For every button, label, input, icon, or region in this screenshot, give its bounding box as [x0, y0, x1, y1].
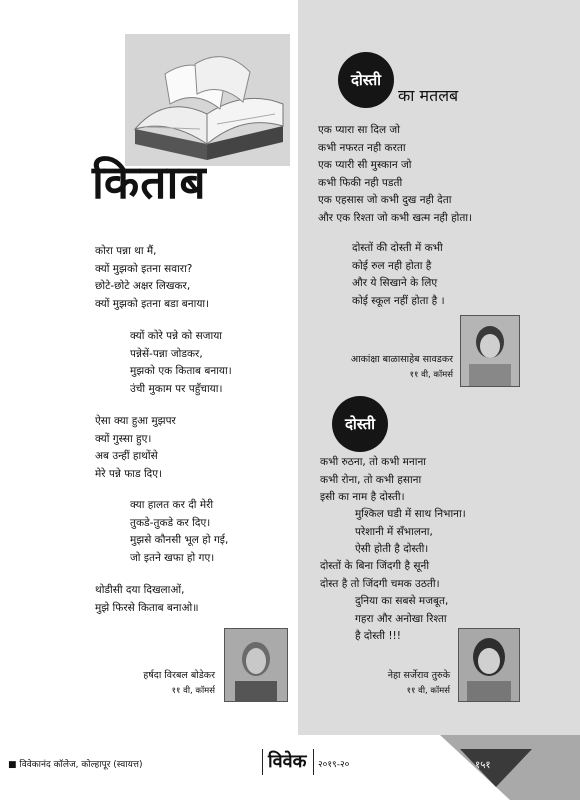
- poem-line: मुझसे कौनसी भूल हो गई,: [130, 534, 229, 546]
- kitab-stanza-1: [95, 243, 209, 313]
- poem-line: परेशानी में सँभालना,: [355, 525, 433, 538]
- poem-line: गहरा और अनोखा रिश्ता: [355, 612, 447, 625]
- poem-line: इसी का नाम है दोस्ती।: [320, 491, 405, 503]
- poem-line: मेरे पन्ने फाड दिए।: [95, 467, 163, 480]
- kitab-author: [120, 668, 215, 696]
- dosti-stanza-4: [355, 593, 448, 646]
- poem-line: एक एहसास जो कभी दुख नही देता: [318, 194, 452, 206]
- author-class: ११ वी, कॉमर्स: [406, 686, 450, 696]
- poem-line: क्यों गुस्सा हुए।: [95, 432, 152, 445]
- footer-college: [8, 757, 143, 770]
- poem-line: एक प्यारा सा दिल जो: [318, 124, 400, 136]
- poem-line: मुश्किल घडी में साथ निभाना।: [355, 508, 466, 520]
- poem-line: कभी फिकी नही पडती: [318, 176, 403, 189]
- poem-line: कभी नफरत नही करता: [318, 141, 406, 154]
- poem-line: और एक रिश्ता जो कभी खत्म नही होता।: [318, 211, 473, 224]
- poem-line: कभी रोना, तो कभी हसाना: [320, 473, 422, 486]
- kitab-stanza-2: [130, 328, 232, 398]
- author-class: ११ वी, कॉमर्स: [409, 370, 453, 380]
- poem-line: मुझको एक किताब बनाया।: [130, 365, 232, 377]
- poem-line: पन्नेसें-पन्ना जोडकर,: [130, 347, 203, 360]
- author-name: नेहा सर्जेराव तुरुके: [387, 670, 450, 681]
- poem-line: दोस्तों के बिना जिंदगी है सूनी: [320, 560, 430, 572]
- kitab-stanza-5: [95, 582, 199, 617]
- author-photo-neha: [458, 628, 520, 702]
- dosti-matlab-title-suffix: का मतलब: [398, 86, 459, 105]
- poem-line: दुनिया का सबसे मजबूत,: [355, 595, 449, 607]
- poem-line: क्यों कोरे पन्ने को सजाया: [130, 330, 223, 342]
- poem-line: क्यों मुझको इतना सवारा?: [95, 262, 193, 275]
- book-illustration: [125, 34, 290, 166]
- poem-line: दोस्त है तो जिंदगी चमक उठती।: [320, 577, 440, 590]
- dosti-stanza-1: [320, 454, 426, 507]
- dosti-stanza-3: [320, 558, 440, 593]
- dosti-matlab-stanza-2: [352, 240, 445, 310]
- poem-line: क्यों मुझको इतना बडा बनाया।: [95, 297, 210, 310]
- poem-line: मुझे फिरसे किताब बनाओ॥: [95, 601, 199, 614]
- college-name: विवेकानंद कॉलेज, कोल्हापूर (स्वायत्त): [19, 760, 143, 770]
- poem-line: क्या हालत कर दी मेरी: [130, 499, 214, 511]
- footer-magazine: विवेक: [268, 751, 307, 772]
- footer-divider: [262, 749, 263, 775]
- poem-line: दोस्तों की दोस्ती में कभी: [352, 242, 443, 254]
- page-footer: [0, 735, 580, 800]
- author-class: ११ वी, कॉमर्स: [171, 686, 215, 696]
- poem-line: उंची मुकाम पर पहुँचाया।: [130, 382, 223, 395]
- poem-line: कोरा पन्ना था मैं,: [95, 245, 157, 257]
- page-number-triangle: [440, 735, 580, 800]
- dosti-badge: दोस्ती: [332, 396, 388, 452]
- poem-line: थोडीसी दया दिखलाओं,: [95, 584, 185, 596]
- poem-line: है दोस्ती !!!: [355, 630, 401, 642]
- bullet-square-icon: ■: [8, 760, 17, 770]
- kitab-stanza-4: [130, 497, 228, 567]
- kitab-stanza-3: [95, 413, 176, 483]
- poem-line: कभी रुठना, तो कभी मनाना: [320, 456, 427, 468]
- footer-divider: [313, 749, 314, 775]
- poem-line: ऐसी होती है दोस्ती।: [355, 543, 429, 555]
- dosti-author: [348, 668, 450, 696]
- author-photo-harshada: [224, 628, 288, 702]
- kitab-title: किताब: [92, 155, 207, 209]
- poem-line: तुकडे-तुकडे कर दिए।: [130, 516, 211, 529]
- poem-line: और ये सिखाने के लिए: [352, 277, 438, 289]
- footer-year: २०१९-२०: [318, 760, 350, 770]
- poem-line: एक प्यारी सी मुस्कान जो: [318, 159, 412, 171]
- poem-line: कोई रुल नही होता है: [352, 259, 432, 272]
- page-number: १५१: [475, 760, 491, 771]
- author-name: हर्षदा विरबल बोडेकर: [143, 670, 215, 681]
- dosti-matlab-stanza-1: [318, 122, 472, 227]
- poem-line: ऐसा क्या हुआ मुझपर: [95, 415, 176, 427]
- author-name: आकांक्षा बाळासाहेब सावडकर: [350, 354, 453, 365]
- poem-line: जो इतने खफा हो गए।: [130, 551, 215, 564]
- poem-line: कोई स्कूल नहीं होता है ।: [352, 294, 445, 307]
- dosti-stanza-2: [355, 506, 466, 559]
- dosti-matlab-author: [325, 352, 453, 380]
- author-photo-akanksha: [460, 315, 520, 387]
- poem-line: छोटे-छोटे अक्षर लिखकर,: [95, 280, 191, 292]
- poem-line: अब उन्हीं हाथोंसे: [95, 450, 158, 462]
- dosti-matlab-badge: दोस्ती: [338, 52, 394, 108]
